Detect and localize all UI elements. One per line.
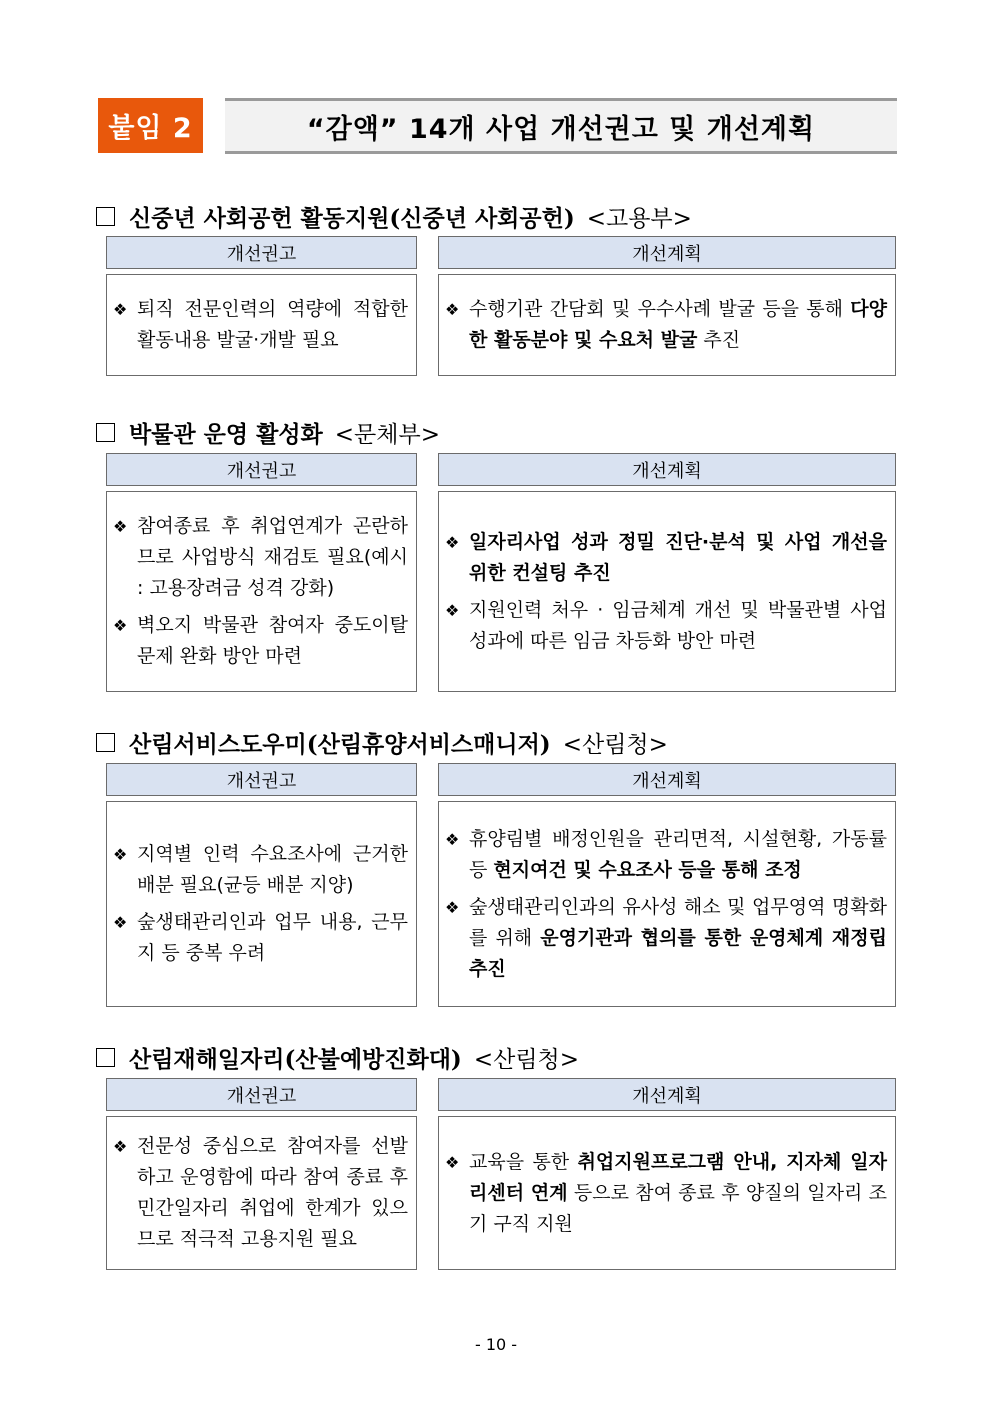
plain-text: 휴양림별 배정인원을 관리면적, 시설현황, 가동률 등 xyxy=(469,827,887,881)
bullet-text xyxy=(469,1147,887,1240)
plan-box xyxy=(438,1116,896,1270)
plan-column-header: 개선계획 xyxy=(438,453,896,486)
bullet-text xyxy=(137,907,408,969)
bullet-item xyxy=(445,595,887,657)
agency-label: <산림청> xyxy=(473,1047,580,1073)
emphasis-text: 다양한 활동분야 및 수요처 발굴 xyxy=(469,298,887,351)
bullet-item xyxy=(445,294,887,356)
plain-text: 수행기관 간담회 및 우수사례 발굴 등을 통해 xyxy=(469,298,851,320)
plain-text: 전문성 중심으로 참여자를 선발하고 운영함에 따라 참여 종료 후 민간일자리 취업에 한계가 있으므로 적극적 고용지원 필요 xyxy=(137,1135,408,1250)
bullet-item xyxy=(445,892,887,985)
bullet-text xyxy=(469,595,887,657)
plain-text: 지역별 인력 수요조사에 근거한 배분 필요(균등 배분 지양) xyxy=(137,843,408,896)
section-title: 신중년 사회공헌 활동지원(신중년 사회공헌) xyxy=(129,205,575,232)
agency-label: <고용부> xyxy=(586,206,692,232)
plain-text: 등으로 참여 종료 후 양질의 일자리 조기 구직 지원 xyxy=(469,1181,887,1235)
recommendation-column-header: 개선권고 xyxy=(106,763,417,796)
agency-label: <산림청> xyxy=(562,732,668,758)
section-title: 산림서비스도우미(산림휴양서비스매니저) xyxy=(129,731,551,758)
plan-box xyxy=(438,801,896,1007)
bullet-item xyxy=(113,1131,408,1255)
diamond-bullet-icon: ❖ xyxy=(113,517,128,536)
attachment-badge: 붙임 2 xyxy=(98,98,203,153)
plain-text: 교육을 통한 xyxy=(469,1150,578,1173)
plain-text: 참여종료 후 취업연계가 곤란하므로 사업방식 재검토 필요(예시 : 고용장려금 성격 강화) xyxy=(137,515,408,599)
plan-column-header: 개선계획 xyxy=(438,763,896,796)
bullet-text xyxy=(137,839,408,901)
plain-text: 벽오지 박물관 참여자 중도이탈 문제 완화 방안 마련 xyxy=(137,614,408,667)
section-title: 산림재해일자리(산불예방진화대) xyxy=(129,1046,462,1073)
bullet-item xyxy=(113,907,408,969)
recommendation-box xyxy=(106,801,417,1007)
bullet-text xyxy=(469,892,887,985)
checkbox-square-icon xyxy=(96,207,115,226)
diamond-bullet-icon: ❖ xyxy=(445,532,460,552)
plan-box xyxy=(438,491,896,692)
section-heading xyxy=(96,200,692,233)
plain-text: 지원인력 처우 · 임금체계 개선 및 박물관별 사업 성과에 따른 임금 차등화 방안 마련 xyxy=(469,598,887,652)
section-heading xyxy=(96,1041,579,1074)
agency-label: <문체부> xyxy=(334,422,440,448)
bullet-text xyxy=(137,1131,408,1255)
recommendation-box xyxy=(106,1116,417,1270)
emphasis-text: 운영기관과 협의를 통한 운영체계 재정립 추진 xyxy=(469,926,887,980)
section-title: 박물관 운영 활성화 xyxy=(129,421,323,448)
diamond-bullet-icon: ❖ xyxy=(113,300,128,319)
bullet-item xyxy=(445,1147,887,1240)
bullet-text xyxy=(137,294,408,356)
recommendation-column-header: 개선권고 xyxy=(106,453,417,486)
diamond-bullet-icon: ❖ xyxy=(445,600,460,620)
recommendation-column-header: 개선권고 xyxy=(106,236,417,269)
bullet-text xyxy=(137,511,408,604)
emphasis-text: 취업지원프로그램 안내, 지자체 일자리센터 연계 xyxy=(469,1150,887,1204)
checkbox-square-icon xyxy=(96,423,115,442)
diamond-bullet-icon: ❖ xyxy=(445,829,460,849)
diamond-bullet-icon: ❖ xyxy=(445,1152,460,1172)
checkbox-square-icon xyxy=(96,1048,115,1067)
checkbox-square-icon xyxy=(96,733,115,752)
recommendation-column-header: 개선권고 xyxy=(106,1078,417,1111)
emphasis-text: 현지여건 및 수요조사 등을 통해 조정 xyxy=(493,858,802,881)
diamond-bullet-icon: ❖ xyxy=(113,913,128,932)
diamond-bullet-icon: ❖ xyxy=(113,845,128,864)
recommendation-box xyxy=(106,491,417,692)
recommendation-box xyxy=(106,274,417,376)
bullet-item xyxy=(113,294,408,356)
plan-column-header: 개선계획 xyxy=(438,236,896,269)
bullet-item xyxy=(445,824,887,886)
diamond-bullet-icon: ❖ xyxy=(113,616,128,635)
plain-text: 추진 xyxy=(697,329,741,351)
diamond-bullet-icon: ❖ xyxy=(445,897,460,917)
plan-box xyxy=(438,274,896,376)
bullet-item xyxy=(113,610,408,672)
plain-text: 퇴직 전문인력의 역량에 적합한 활동내용 발굴·개발 필요 xyxy=(137,298,408,351)
plan-column-header: 개선계획 xyxy=(438,1078,896,1111)
emphasis-text: 일자리사업 성과 정밀 진단·분석 및 사업 개선을 위한 컨설팅 추진 xyxy=(469,530,887,584)
section-heading xyxy=(96,416,440,449)
bullet-text xyxy=(137,610,408,672)
page-title: “감액” 14개 사업 개선권고 및 개선계획 xyxy=(225,98,897,154)
bullet-text xyxy=(469,824,887,886)
page-number: - 10 - xyxy=(474,1335,518,1354)
bullet-item xyxy=(445,527,887,589)
bullet-text xyxy=(469,294,887,356)
section-heading xyxy=(96,726,668,759)
diamond-bullet-icon: ❖ xyxy=(113,1137,128,1156)
bullet-text xyxy=(469,527,887,589)
bullet-item xyxy=(113,839,408,901)
diamond-bullet-icon: ❖ xyxy=(445,300,460,319)
plain-text: 숲생태관리인과의 유사성 해소 및 업무영역 명확화를 위해 xyxy=(469,895,887,949)
bullet-item xyxy=(113,511,408,604)
plain-text: 숲생태관리인과 업무 내용, 근무지 등 중복 우려 xyxy=(137,911,408,964)
